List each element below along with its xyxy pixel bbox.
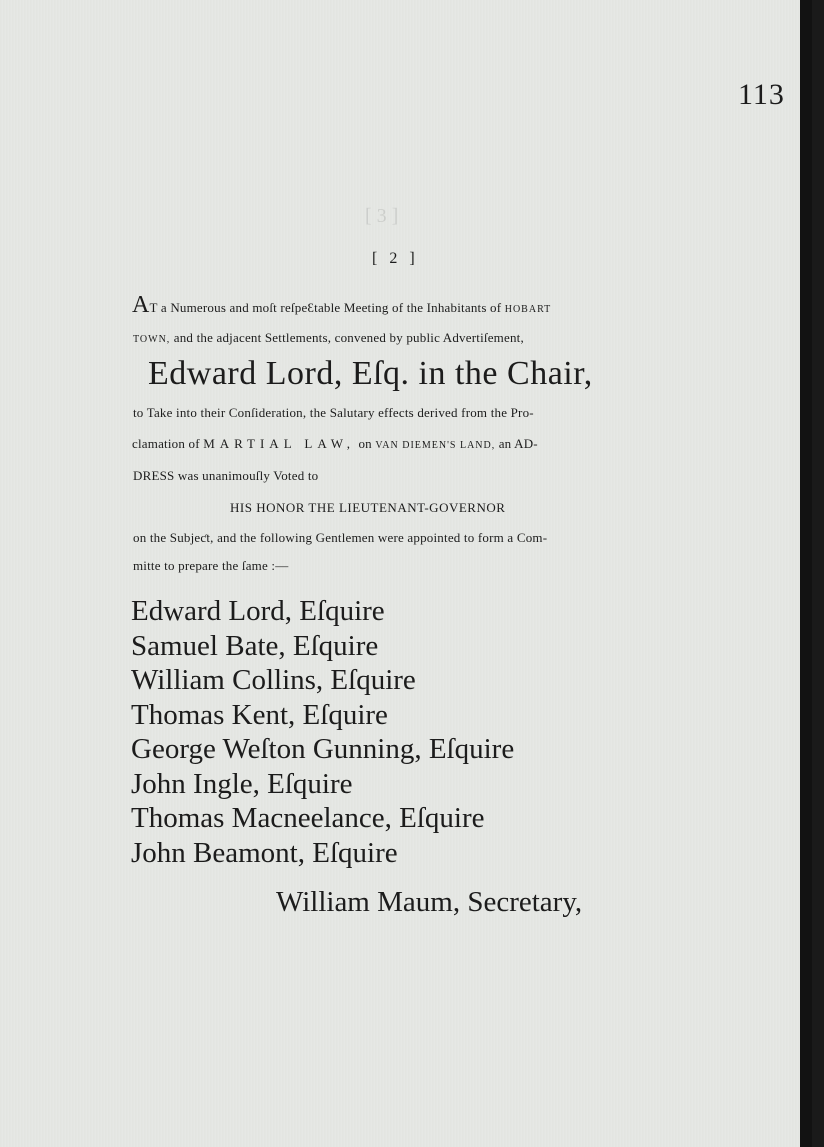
martial-law: MARTIAL LAW,: [203, 436, 356, 451]
committee-member: George Weſton Gunning, Eſquire: [131, 733, 515, 765]
place-town: TOWN,: [133, 334, 171, 345]
chair-heading: Edward Lord, Eſq. in the Chair,: [148, 355, 593, 392]
line-4-text: clamation of: [132, 436, 200, 451]
paragraph-line-4: [132, 436, 538, 452]
addressee-line: HIS HONOR THE LIEUTENANT-GOVERNOR: [230, 500, 506, 515]
committee-member: Thomas Kent, Eſquire: [131, 698, 388, 731]
paragraph-line-1: [132, 292, 551, 319]
drop-initial: A: [132, 292, 150, 318]
show-through-page-mark: [ 3 ]: [365, 205, 399, 227]
committee-member: John Beamont, Eſquire: [131, 836, 398, 869]
paragraph-line-7: mitte to prepare the ſame :—: [133, 558, 289, 573]
committee-member: Thomas Macneelance, Eſquire: [131, 802, 485, 834]
committee-member: Edward Lord, Eſquire: [131, 595, 385, 627]
committee-member-list: [131, 594, 514, 870]
paragraph-line-5: DRESS was unanimouſly Voted to: [133, 468, 319, 483]
folio-number: 113: [738, 78, 785, 111]
secretary-signature-line: William Maum, Secretary,: [276, 886, 583, 918]
line-2-text: and the adjacent Settlements, convened by public Advertiſement,: [173, 330, 524, 345]
line-4-on: on: [358, 436, 372, 451]
committee-member: John Ingle, Eſquire: [131, 767, 353, 800]
committee-member: William Collins, Eſquire: [131, 664, 416, 696]
place-van-diemens-land: VAN DIEMEN'S LAND,: [375, 440, 496, 451]
paragraph-line-6: on the Subjeƈt, and the following Gentlemen were appointed to form a Com-: [133, 530, 548, 545]
place-hobart: HOBART: [504, 304, 552, 315]
line-1-text: T a Numerous and moſt reſpeƐtable Meeting of the Inhabitants of: [149, 300, 502, 315]
paragraph-line-2: [133, 330, 524, 346]
paragraph-line-3: to Take into their Conſideration, the Salutary effects derived from the Pro-: [133, 405, 534, 420]
page-mark: [ 2 ]: [372, 250, 419, 267]
page-dark-edge: [800, 0, 812, 1147]
committee-member: Samuel Bate, Eſquire: [131, 629, 379, 662]
line-4-end: an AD-: [498, 436, 538, 451]
